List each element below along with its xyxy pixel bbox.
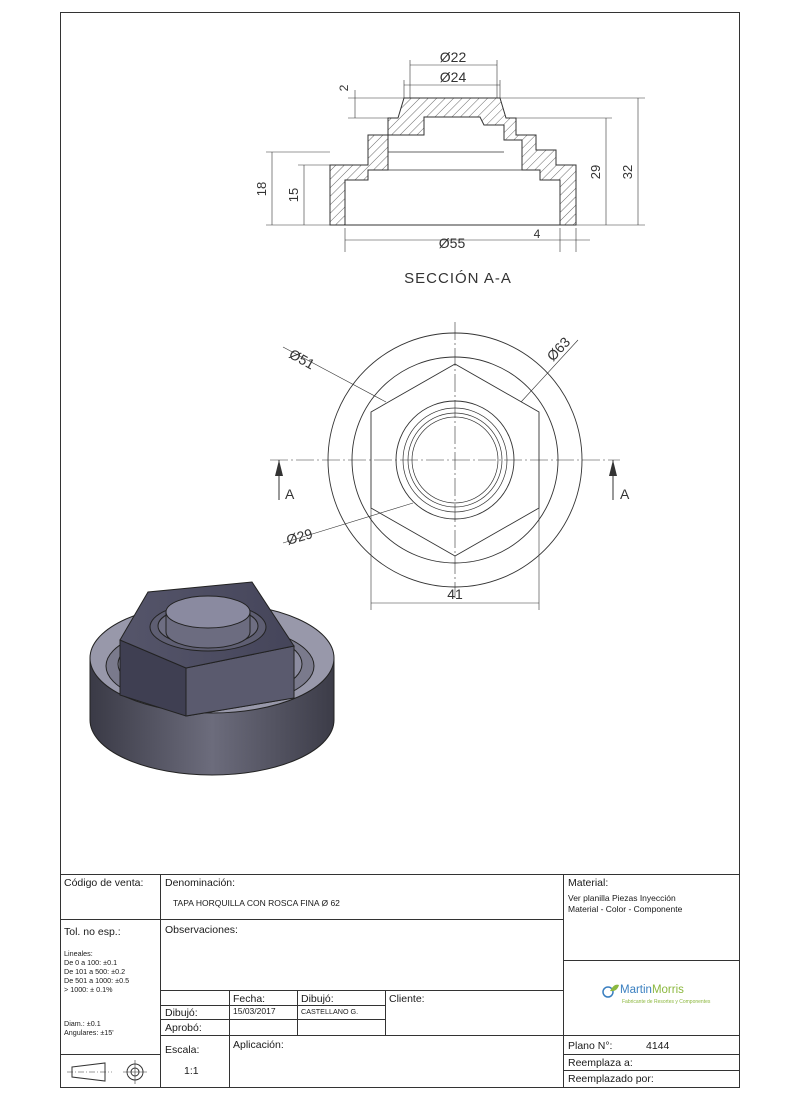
dim-29: 29 [588, 164, 603, 180]
dim-d51: Ø51 [286, 345, 318, 373]
dim-4: 4 [533, 227, 541, 241]
aprobo-label: Aprobó: [165, 1022, 202, 1034]
front-view [270, 322, 620, 610]
dibujo-label: Dibujó: [165, 1007, 198, 1019]
section-cavity [345, 117, 560, 225]
tol-2: De 101 a 500: ±0.2 [64, 967, 126, 976]
dim-15: 15 [286, 187, 301, 203]
dim-2: 2 [337, 84, 351, 92]
material-line2: Material - Color - Componente [568, 904, 683, 914]
reemplazado-label: Reemplazado por: [568, 1073, 654, 1085]
escala-label: Escala: [165, 1044, 200, 1056]
denominacion-label: Denominación: [165, 877, 236, 889]
isometric-view [90, 582, 334, 775]
tol-lineales: Lineales: [64, 949, 93, 958]
tol-diam: Diam.: ±0.1 [64, 1019, 101, 1028]
dim-d63: Ø63 [543, 333, 574, 365]
observaciones-label: Observaciones: [165, 924, 238, 936]
dim-d22: Ø22 [439, 49, 467, 65]
cut-label-right: A [620, 486, 630, 502]
tol-3: De 501 a 1000: ±0.5 [64, 976, 130, 985]
plano-label: Plano N°: [568, 1040, 613, 1052]
dim-32: 32 [620, 164, 635, 180]
tol-1: De 0 a 100: ±0.1 [64, 958, 118, 967]
material-line1: Ver planilla Piezas Inyección [568, 893, 676, 903]
dibujante-value: CASTELLANO G. [301, 1007, 359, 1016]
section-view [254, 49, 645, 287]
logo-icon [601, 982, 621, 1000]
aplicacion-label: Aplicación: [233, 1039, 284, 1051]
fecha-value: 15/03/2017 [233, 1006, 276, 1016]
dibujo-label-2: Dibujó: [301, 993, 334, 1005]
company-logo: MartinMorris [620, 984, 684, 996]
tol-label: Tol. no esp.: [64, 926, 121, 938]
fecha-label: Fecha: [233, 993, 266, 1005]
logo-subtitle: Fabricante de Resortes y Componentes [622, 999, 711, 1005]
dim-d55: Ø55 [438, 235, 466, 251]
denominacion-value: TAPA HORQUILLA CON ROSCA FINA Ø 62 [173, 898, 340, 908]
dim-18: 18 [254, 181, 269, 197]
plano-value: 4144 [646, 1040, 670, 1052]
codigo-label: Código de venta: [64, 877, 144, 889]
escala-value: 1:1 [184, 1065, 199, 1077]
material-label: Material: [568, 877, 609, 889]
tol-ang: Angulares: ±15' [64, 1028, 114, 1037]
reemplaza-label: Reemplaza a: [568, 1057, 633, 1069]
cut-label-left: A [285, 486, 295, 502]
dim-41: 41 [447, 586, 463, 602]
dim-d24: Ø24 [439, 69, 467, 85]
projection-symbol-icon [67, 1060, 157, 1084]
tol-4: > 1000: ± 0.1% [64, 985, 113, 994]
cliente-label: Cliente: [389, 993, 425, 1005]
section-title: SECCIÓN A-A [404, 270, 512, 287]
title-block [61, 874, 739, 1087]
dim-d29: Ø29 [284, 525, 315, 548]
